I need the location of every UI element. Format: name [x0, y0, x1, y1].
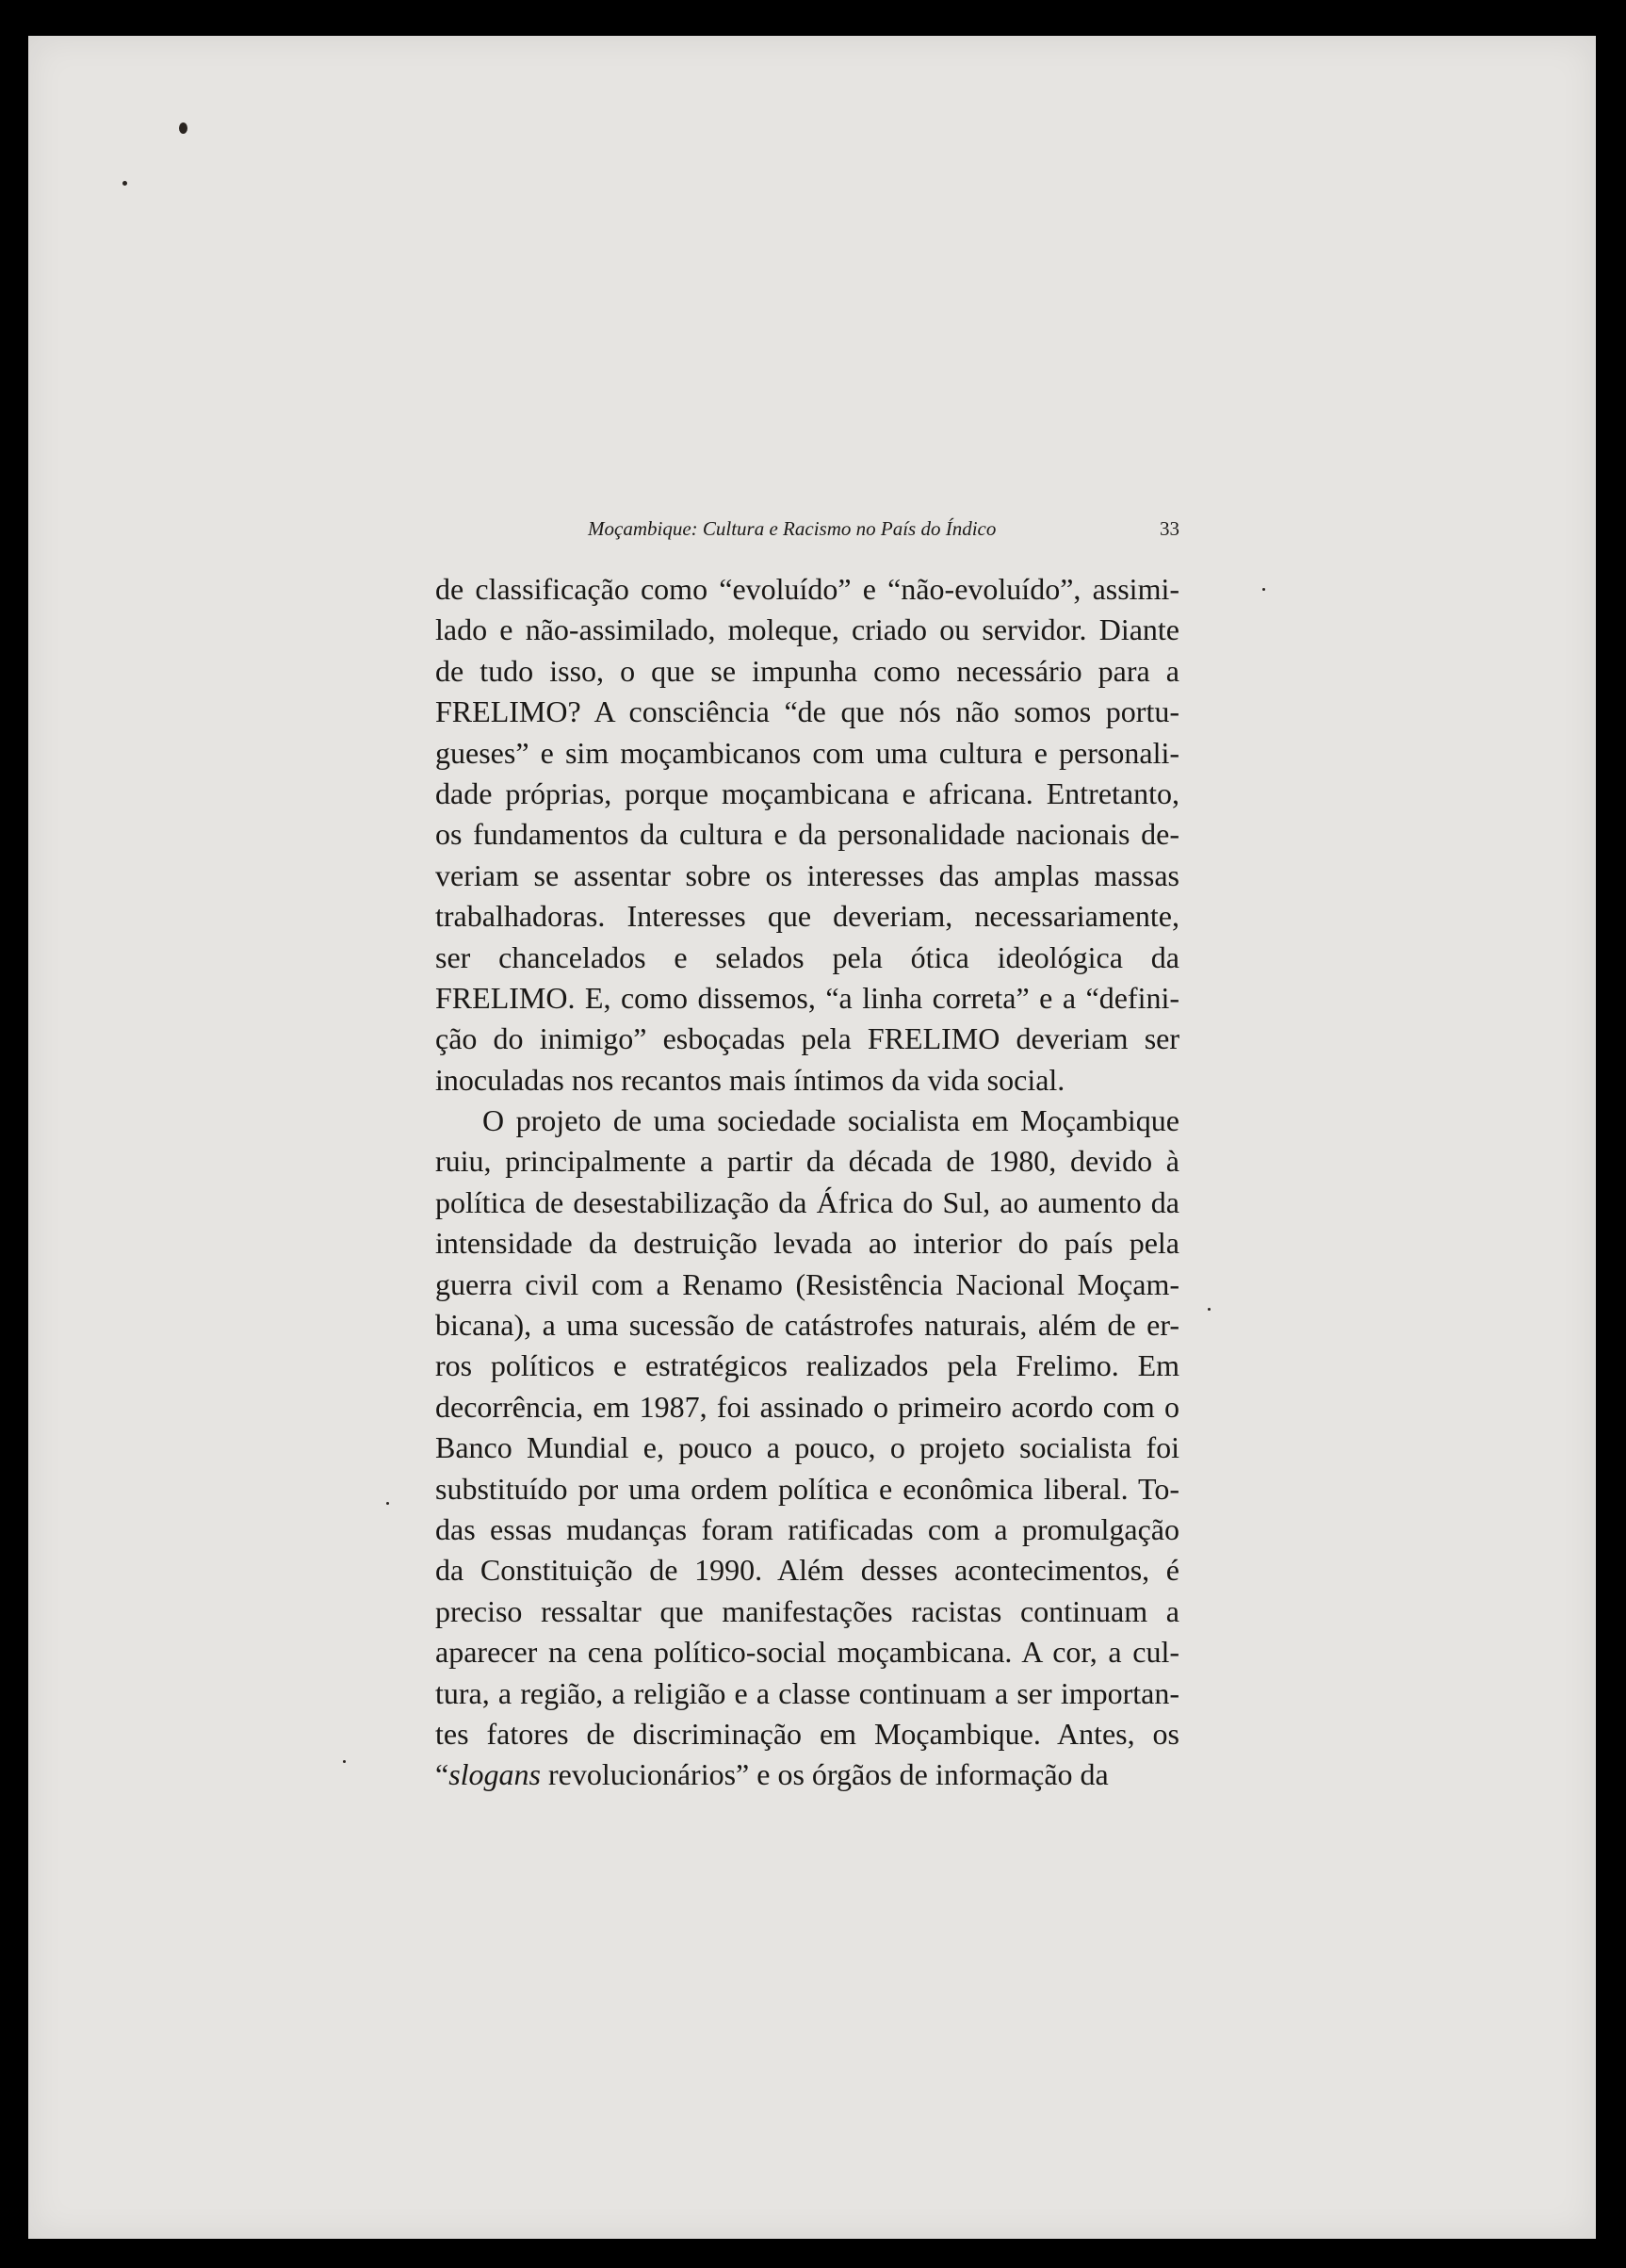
ink-speck: [122, 181, 127, 186]
paragraph-2-lines: [435, 1141, 1179, 1754]
paragraph-2: [435, 1101, 1179, 1796]
text-line: trabalhadoras. Interesses que deveriam, necessariamente,: [435, 899, 1179, 934]
page-number: 33: [1160, 517, 1179, 540]
ink-speck: [179, 122, 187, 134]
ink-speck: [386, 1502, 389, 1505]
text-line: FRELIMO. E, como dissemos, “a linha correta” e a “defini-: [435, 980, 1179, 1015]
italic-word: slogans: [448, 1757, 541, 1792]
text-line: política de desestabilização da África do Sul, ao aumento da: [435, 1184, 1179, 1219]
text-line: de tudo isso, o que se impunha como necessário para a: [435, 653, 1179, 688]
text-line: lado e não-assimilado, moleque, criado ou servidor. Diante: [435, 612, 1179, 647]
text-line: os fundamentos da cultura e da personalidade nacionais de-: [435, 817, 1179, 852]
text-line-final: [435, 1754, 1179, 1795]
body-text: [435, 569, 1179, 1796]
text-line: FRELIMO? A consciência “de que nós não somos portu-: [435, 694, 1179, 729]
text-line: intensidade da destruição levada ao interior do país pela: [435, 1226, 1179, 1261]
text-line: ruiu, principalmente a partir da década de 1980, devido à: [435, 1144, 1179, 1179]
text-line: de classificação como “evoluído” e “não-evoluído”, assimi-: [435, 572, 1179, 606]
text-line: das essas mudanças foram ratificadas com a promulgação: [435, 1511, 1179, 1546]
open-quote: “: [435, 1757, 449, 1792]
paragraph-1: [435, 569, 1179, 1101]
text-line: decorrência, em 1987, foi assinado o primeiro acordo com o: [435, 1389, 1179, 1424]
running-title: Moçambique: Cultura e Racismo no País do Índico: [588, 517, 997, 540]
text-line: preciso ressaltar que manifestações racistas continuam a: [435, 1593, 1179, 1628]
ink-speck: [1262, 588, 1265, 591]
paragraph-2-first-line: O projeto de uma sociedade socialista em Moçambique: [482, 1103, 1179, 1138]
text-line: guerra civil com a Renamo (Resistência Nacional Moçam-: [435, 1266, 1179, 1301]
running-head: [437, 517, 1179, 544]
text-line: da Constituição de 1990. Além desses acontecimentos, é: [435, 1553, 1179, 1588]
text-line: ser chancelados e selados pela ótica ideológica da: [435, 939, 1179, 974]
text-line: substituído por uma ordem política e econômica liberal. To-: [435, 1471, 1179, 1506]
text-line: tes fatores de discriminação em Moçambique. Antes, os: [435, 1716, 1179, 1751]
text-line: aparecer na cena político-social moçambicana. A cor, a cul-: [435, 1635, 1179, 1670]
text-line: dade próprias, porque moçambicana e africana. Entretanto,: [435, 775, 1179, 810]
ink-speck: [1208, 1308, 1211, 1311]
text-line: tura, a região, a religião e a classe continuam a ser importan-: [435, 1675, 1179, 1710]
ink-speck: [343, 1760, 346, 1763]
text-line: ros políticos e estratégicos realizados pela Frelimo. Em: [435, 1348, 1179, 1383]
text-line: veriam se assentar sobre os interesses das amplas massas: [435, 857, 1179, 892]
text-line: gueses” e sim moçambicanos com uma cultura e personali-: [435, 735, 1179, 770]
text-line: Banco Mundial e, pouco a pouco, o projeto socialista foi: [435, 1430, 1179, 1465]
text-line: bicana), a uma sucessão de catástrofes naturais, além de er-: [435, 1308, 1179, 1343]
line-rest: revolucionários” e os órgãos de informação da: [541, 1757, 1109, 1792]
text-line: inoculadas nos recantos mais íntimos da vida social.: [435, 1062, 1065, 1097]
text-line: ção do inimigo” esboçadas pela FRELIMO deveriam ser: [435, 1021, 1179, 1056]
